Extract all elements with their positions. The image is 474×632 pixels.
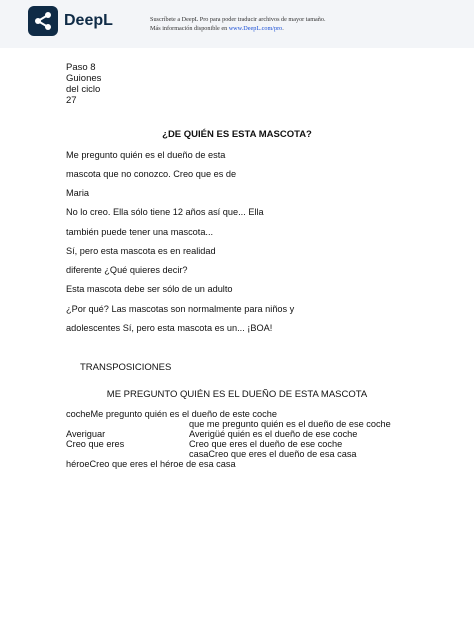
header-line-ciclo: del ciclo (66, 84, 101, 95)
header-line-number: 27 (66, 95, 77, 106)
transpositions-label: TRANSPOSICIONES (80, 362, 172, 373)
dialogue-line: también puede tener una mascota... (66, 227, 214, 237)
header-line-guiones: Guiones (66, 73, 102, 84)
dialogue-line: mascota que no conozco. Creo que es de (66, 169, 237, 179)
deepl-brand-name: DeepL (64, 12, 113, 29)
promo-text (150, 15, 326, 33)
transposition-line: Averigüé quién es el dueño de ese coche (189, 429, 358, 439)
transposition-line: cocheMe pregunto quién es el dueño de este coche (66, 409, 277, 419)
dialogue-line: diferente ¿Qué quieres decir? (66, 265, 188, 275)
promo-line-1: Suscríbete a DeepL Pro para poder traducir archivos de mayor tamaño. (150, 16, 326, 23)
dialogue-line: Sí, pero esta mascota es en realidad (66, 246, 216, 256)
transposition-line: héroeCreo que eres el héroe de esa casa (66, 459, 236, 469)
dialogue-line: adolescentes Sí, pero esta mascota es un... ¡BOA! (66, 323, 273, 333)
transposition-line: casaCreo que eres el dueño de esa casa (189, 449, 357, 459)
document-title: ¿DE QUIÉN ES ESTA MASCOTA? (162, 129, 312, 140)
promo-prefix: Más información disponible en (150, 25, 229, 32)
dialogue-line: No lo creo. Ella sólo tiene 12 años así que... Ella (66, 207, 264, 217)
transposition-line: que me pregunto quién es el dueño de ese coche (189, 419, 391, 429)
deepl-banner (0, 0, 474, 48)
transpositions-title: ME PREGUNTO QUIÉN ES EL DUEÑO DE ESTA MASCOTA (106, 389, 368, 400)
promo-suffix: . (282, 25, 284, 32)
promo-link[interactable]: www.DeepL.com/pro (228, 25, 283, 32)
dialogue-line: Me pregunto quién es el dueño de esta (66, 150, 226, 160)
dialogue-line: ¿Por qué? Las mascotas son normalmente para niños y (66, 304, 295, 314)
header-line-paso: Paso 8 (66, 62, 96, 73)
dialogue-line: Maria (66, 188, 89, 198)
transposition-line: Averiguar (66, 429, 106, 439)
promo-line-2 (150, 24, 326, 33)
transposition-line: Creo que eres el dueño de ese coche (189, 439, 343, 449)
deepl-logo-icon (28, 6, 58, 36)
dialogue-line: Esta mascota debe ser sólo de un adulto (66, 284, 233, 294)
transposition-line: Creo que eres (66, 439, 125, 449)
